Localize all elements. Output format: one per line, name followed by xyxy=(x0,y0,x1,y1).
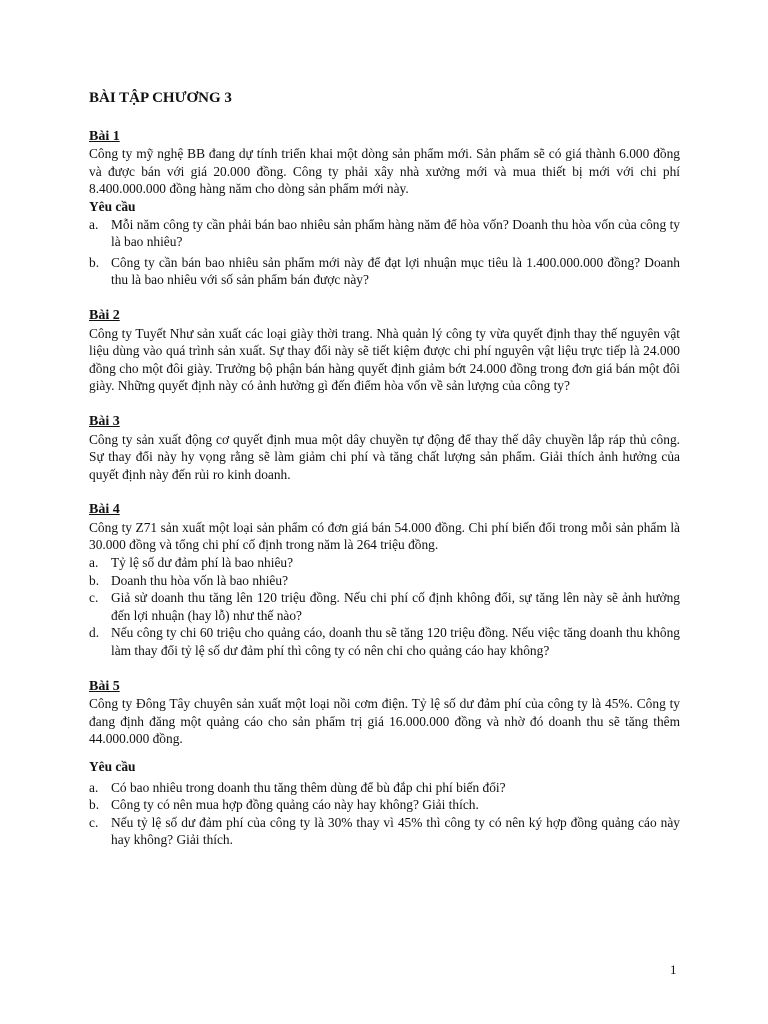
list-marker: a. xyxy=(89,779,99,795)
list-marker: d. xyxy=(89,625,100,641)
exercise-1 xyxy=(89,128,680,289)
question-list xyxy=(89,554,680,660)
question-list xyxy=(89,216,680,289)
list-marker: b. xyxy=(89,572,100,588)
requirement-label: Yêu cầu xyxy=(89,759,136,774)
list-item xyxy=(89,624,680,659)
list-item xyxy=(89,254,680,289)
list-text: Công ty có nên mua hợp đồng quảng cáo này hay không? Giải thích. xyxy=(111,797,479,813)
list-item xyxy=(89,554,680,572)
list-marker: a. xyxy=(89,555,99,571)
exercise-5 xyxy=(89,678,680,849)
list-text: Công ty cần bán bao nhiêu sản phẩm mới này để đạt lợi nhuận mục tiêu là 1.400.000.000 đồng? Doanh thu là bao nhiêu với số sản phẩm bán được này? xyxy=(111,254,680,288)
list-item xyxy=(89,796,680,814)
list-item xyxy=(89,814,680,849)
requirement-label: Yêu cầu xyxy=(89,198,136,214)
list-item xyxy=(89,589,680,624)
list-text: Tỷ lệ số dư đảm phí là bao nhiêu? xyxy=(111,555,294,571)
page-number: 1 xyxy=(670,962,677,977)
exercise-2 xyxy=(89,307,680,395)
exercise-body: Công ty Tuyết Như sản xuất các loại giày thời trang. Nhà quản lý công ty vừa quyết định thay thế nguyên vật liệu dùng vào quá trình sản xuất. Sự thay đổi này sẽ tiết kiệm được chi phí nguyên vật liệu trực tiếp là 24.000 đồng cho một đôi giày. Trưởng bộ phận bán hàng quyết định giảm bớt 24.000 đồng trong đơn giá bán một đôi giày. Những quyết định này có ảnh hưởng gì đến điểm hòa vốn về sản lượng của công ty? xyxy=(89,325,680,394)
exercise-heading: Bài 4 xyxy=(89,502,120,518)
document-content xyxy=(89,90,680,867)
exercise-heading: Bài 3 xyxy=(89,413,120,429)
document-title: BÀI TẬP CHƯƠNG 3 xyxy=(89,90,232,106)
question-list xyxy=(89,779,680,849)
exercise-heading: Bài 1 xyxy=(89,128,120,144)
list-item xyxy=(89,572,680,590)
list-marker: c. xyxy=(89,590,99,606)
exercise-4 xyxy=(89,501,680,659)
list-marker: c. xyxy=(89,814,99,830)
exercise-3 xyxy=(89,413,680,483)
exercise-body: Công ty sản xuất động cơ quyết định mua một dây chuyền tự động để thay thế dây chuyền lắp ráp thủ công. Sự thay đổi này hy vọng rằng sẽ làm giảm chi phí và tăng chất lượng sản phẩm. Giải thích ảnh hưởng của quyết định này đến rủi ro kinh doanh. xyxy=(89,431,680,482)
list-marker: a. xyxy=(89,216,99,232)
list-text: Mỗi năm công ty cần phải bán bao nhiêu sản phẩm hàng năm để hòa vốn? Doanh thu hòa vốn của công ty là bao nhiêu? xyxy=(111,216,680,250)
list-text: Nếu tỷ lệ số dư đảm phí của công ty là 30% thay vì 45% thì công ty có nên ký hợp đồng quảng cáo này hay không? Giải thích. xyxy=(111,814,680,848)
exercise-body: Công ty mỹ nghệ BB đang dự tính triển khai một dòng sản phẩm mới. Sản phẩm sẽ có giá thành 6.000 đồng và được bán với giá 20.000 đồng. Công ty phải xây nhà xưởng mới và mua thiết bị mới với chi phí 8.400.000.000 đồng hàng năm cho dòng sản phẩm mới này. xyxy=(89,146,680,197)
list-item xyxy=(89,779,680,797)
exercise-body: Công ty Đông Tây chuyên sản xuất một loại nồi cơm điện. Tỷ lệ số dư đảm phí của công ty là 45%. Công ty đang định đăng một quảng cáo cho sản phẩm trị giá 16.000.000 đồng và nhờ đó doanh thu sẽ tăng thêm 44.000.000 đồng. xyxy=(89,696,680,747)
exercise-heading: Bài 5 xyxy=(89,678,120,694)
list-text: Nếu công ty chi 60 triệu cho quảng cáo, doanh thu sẽ tăng 120 triệu đồng. Nếu việc tăng doanh thu không làm thay đổi tỷ lệ số dư đảm phí thì công ty có nên chi cho quảng cáo hay không? xyxy=(111,625,680,659)
list-text: Giả sử doanh thu tăng lên 120 triệu đồng. Nếu chi phí cố định không đổi, sự tăng lên này sẽ ảnh hưởng đến lợi nhuận (hay lỗ) như thế nào? xyxy=(111,590,680,623)
list-marker: b. xyxy=(89,254,100,270)
exercise-body: Công ty Z71 sản xuất một loại sản phẩm có đơn giá bán 54.000 đồng. Chi phí biến đổi trong mỗi sản phẩm là 30.000 đồng và tổng chi phí cố định trong năm là 264 triệu đồng. xyxy=(89,519,680,553)
list-text: Doanh thu hòa vốn là bao nhiêu? xyxy=(111,572,289,588)
exercise-heading: Bài 2 xyxy=(89,307,120,323)
list-marker: b. xyxy=(89,797,100,813)
list-text: Có bao nhiêu trong doanh thu tăng thêm dùng để bù đắp chi phí biến đổi? xyxy=(111,779,506,795)
list-item xyxy=(89,216,680,251)
